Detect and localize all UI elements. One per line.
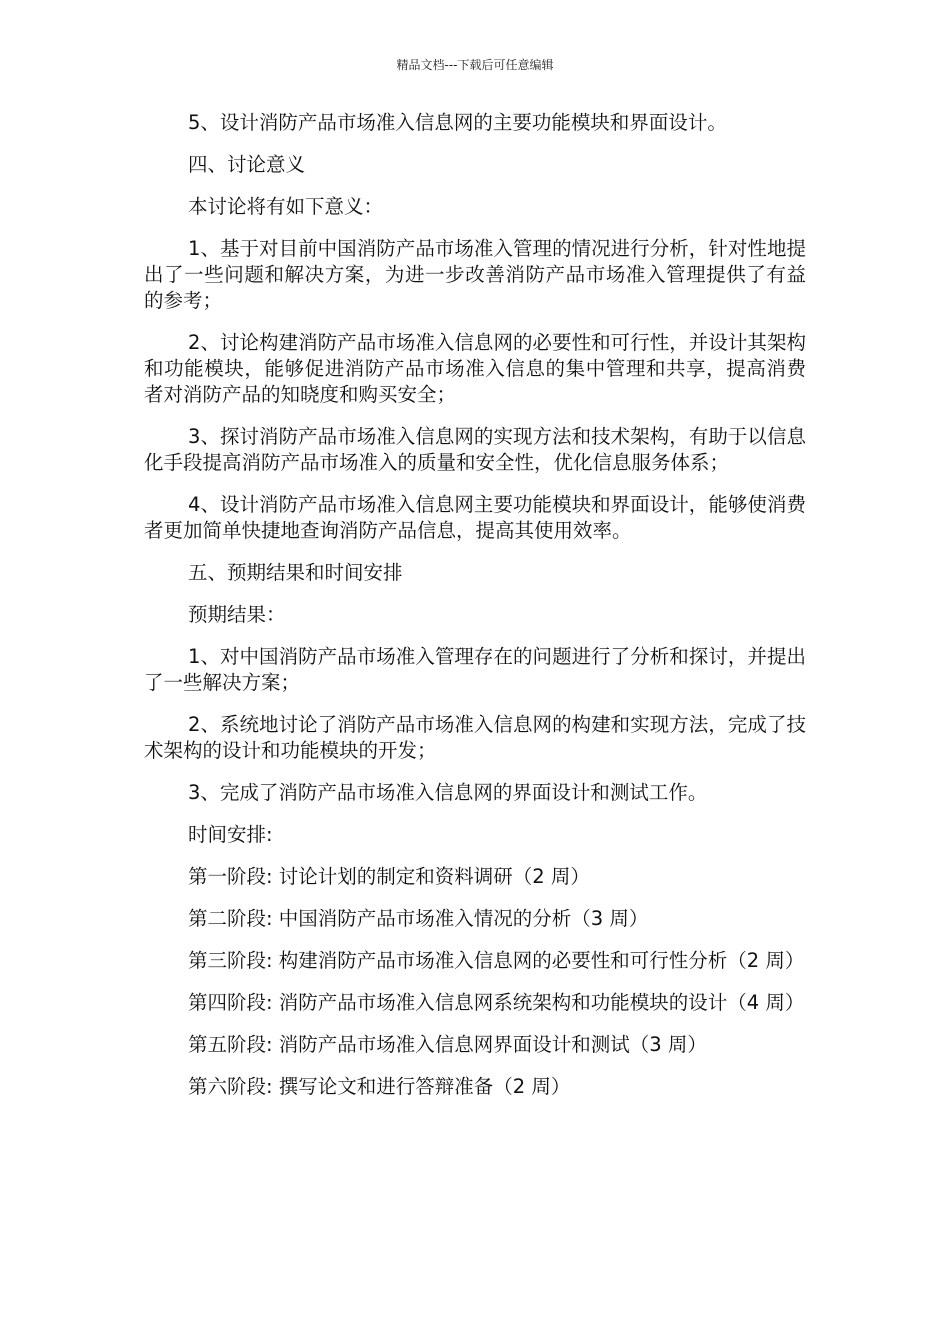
schedule-item: 第六阶段: 撰写论文和进行答辩准备（2 周） [188, 1075, 571, 1098]
paragraph: 1、基于对目前中国消防产品市场准入管理的情况进行分析，针对性地提出了一些问题和解决方案，为进一步改善消防产品市场准入管理提供了有益的参考； [144, 237, 806, 312]
paragraph: 3、完成了消防产品市场准入信息网的界面设计和测试工作。 [188, 781, 708, 804]
paragraph: 5、设计消防产品市场准入信息网的主要功能模块和界面设计。 [188, 111, 727, 134]
schedule-item: 第四阶段: 消防产品市场准入信息网系统架构和功能模块的设计（4 周） [188, 991, 805, 1014]
section-heading: 四、讨论意义 [188, 153, 306, 176]
page-header: 精品文档---下载后可任意编辑 [396, 58, 554, 72]
document-body [144, 110, 806, 1116]
paragraph: 本讨论将有如下意义： [188, 195, 384, 218]
paragraph: 预期结果： [188, 603, 286, 626]
paragraph: 2、讨论构建消防产品市场准入信息网的必要性和可行性，并设计其架构和功能模块，能够促进消防产品市场准入信息的集中管理和共享，提高消费者对消防产品的知晓度和购买安全； [144, 331, 806, 406]
schedule-item: 第二阶段: 中国消防产品市场准入情况的分析（3 周） [188, 907, 649, 930]
paragraph: 时间安排: [188, 823, 273, 846]
paragraph: 3、探讨消防产品市场准入信息网的实现方法和技术架构，有助于以信息化手段提高消防产品市场准入的质量和安全性，优化信息服务体系； [144, 425, 806, 474]
schedule-item: 第三阶段: 构建消防产品市场准入信息网的必要性和可行性分析（2 周） [188, 949, 805, 972]
schedule-item: 第五阶段: 消防产品市场准入信息网界面设计和测试（3 周） [188, 1033, 707, 1056]
section-heading: 五、预期结果和时间安排 [188, 561, 403, 584]
paragraph: 1、对中国消防产品市场准入管理存在的问题进行了分析和探讨，并提出了一些解决方案； [144, 645, 806, 694]
schedule-item: 第一阶段: 讨论计划的制定和资料调研（2 周） [188, 865, 590, 888]
paragraph: 2、系统地讨论了消防产品市场准入信息网的构建和实现方法，完成了技术架构的设计和功能模块的开发； [144, 713, 806, 762]
paragraph: 4、设计消防产品市场准入信息网主要功能模块和界面设计，能够使消费者更加简单快捷地查询消防产品信息，提高其使用效率。 [144, 493, 806, 542]
